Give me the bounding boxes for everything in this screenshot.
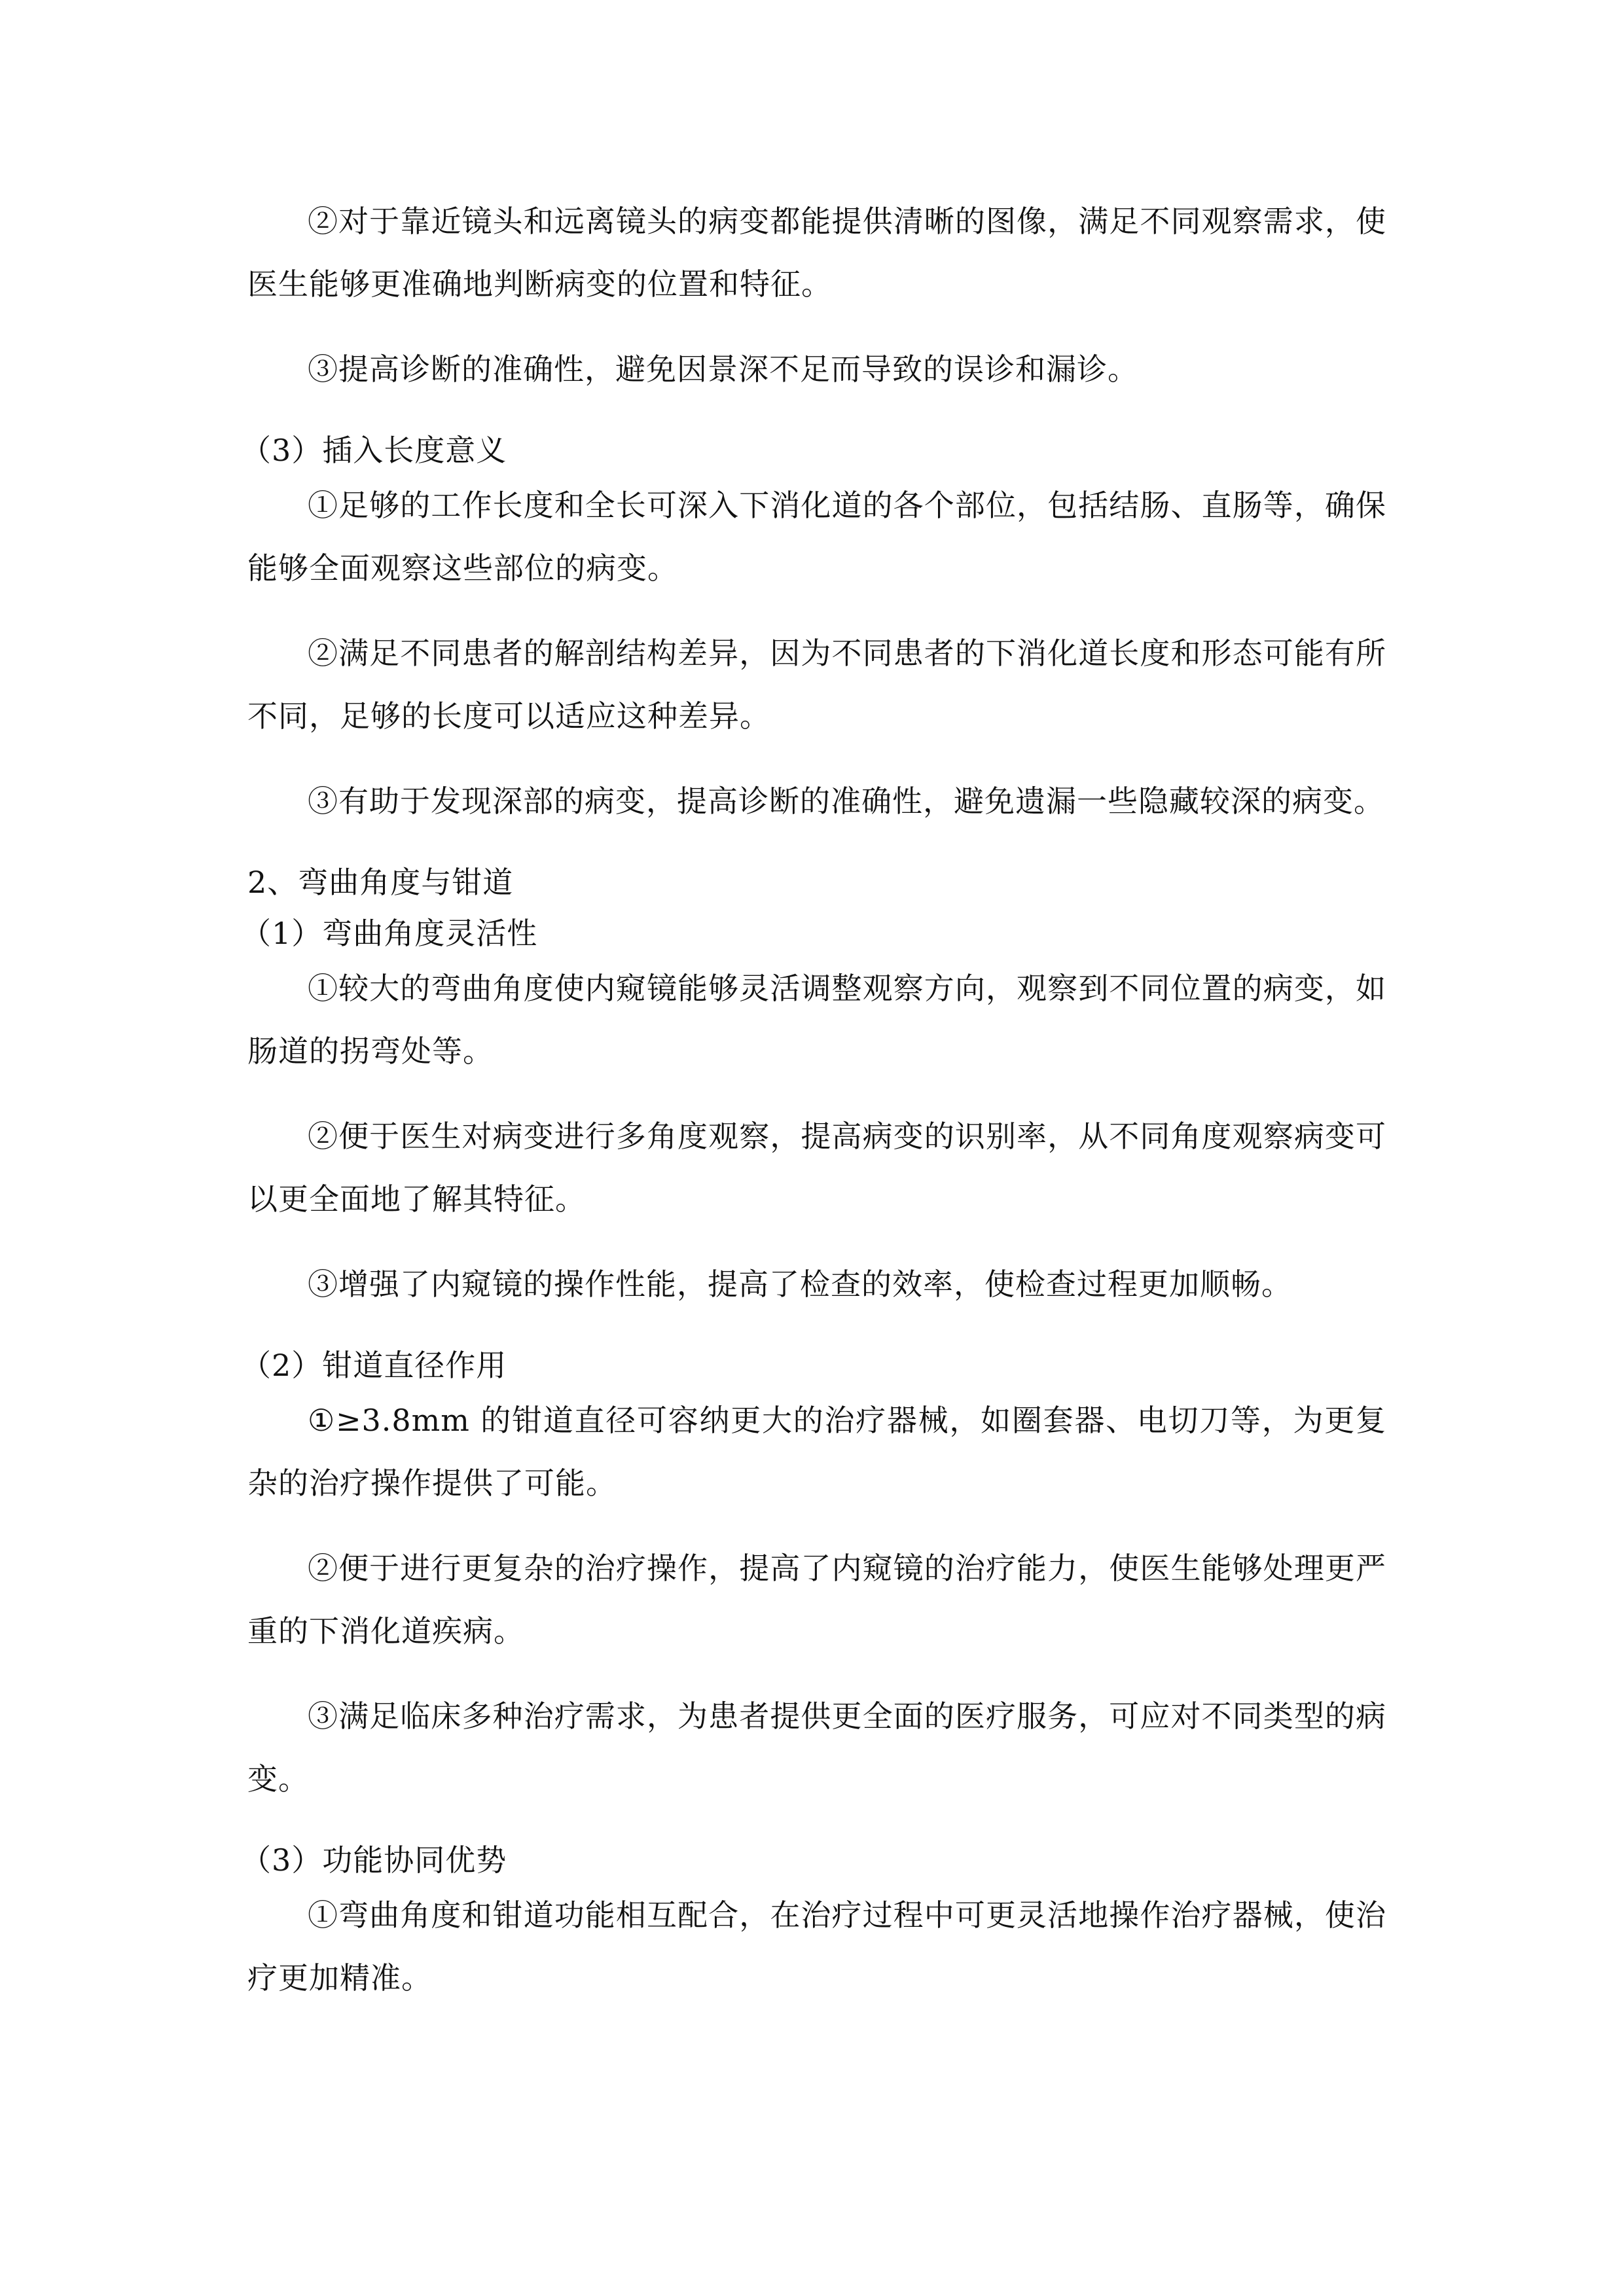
- subsection-heading: （1）弯曲角度灵活性: [241, 916, 538, 951]
- paragraph: ③增强了内窥镜的操作性能，提高了检查的效率，使检查过程更加顺畅。: [308, 1266, 1292, 1302]
- subsection-heading: （3）插入长度意义: [241, 433, 507, 468]
- subsection-heading: （3）功能协同优势: [241, 1842, 507, 1878]
- section-heading: 2、弯曲角度与钳道: [247, 865, 514, 900]
- document-body: [241, 190, 1386, 2009]
- paragraph: ①≥3.8mm 的钳道直径可容纳更大的治疗器械，如圈套器、电切刀等，为更复杂的治疗操作提供了可能。: [247, 1403, 1386, 1501]
- paragraph: ①弯曲角度和钳道功能相互配合，在治疗过程中可更灵活地操作治疗器械，使治疗更加精准。: [247, 1897, 1386, 1996]
- paragraph: ③提高诊断的准确性，避免因景深不足而导致的误诊和漏诊。: [308, 351, 1138, 387]
- paragraph: ①较大的弯曲角度使内窥镜能够灵活调整观察方向，观察到不同位置的病变，如肠道的拐弯处等。: [247, 971, 1386, 1069]
- paragraph: ③满足临床多种治疗需求，为患者提供更全面的医疗服务，可应对不同类型的病变。: [247, 1698, 1386, 1797]
- paragraph: ②便于进行更复杂的治疗操作，提高了内窥镜的治疗能力，使医生能够处理更严重的下消化道疾病。: [247, 1551, 1386, 1649]
- subsection-heading: （2）钳道直径作用: [241, 1348, 507, 1383]
- paragraph: ③有助于发现深部的病变，提高诊断的准确性，避免遗漏一些隐藏较深的病变。: [308, 783, 1384, 819]
- paragraph: ②对于靠近镜头和远离镜头的病变都能提供清晰的图像，满足不同观察需求，使医生能够更准确地判断病变的位置和特征。: [247, 204, 1386, 302]
- paragraph: ①足够的工作长度和全长可深入下消化道的各个部位，包括结肠、直肠等，确保能够全面观察这些部位的病变。: [247, 488, 1386, 586]
- paragraph: ②便于医生对病变进行多角度观察，提高病变的识别率，从不同角度观察病变可以更全面地了解其特征。: [247, 1119, 1386, 1217]
- paragraph: ②满足不同患者的解剖结构差异，因为不同患者的下消化道长度和形态可能有所不同，足够的长度可以适应这种差异。: [247, 636, 1386, 734]
